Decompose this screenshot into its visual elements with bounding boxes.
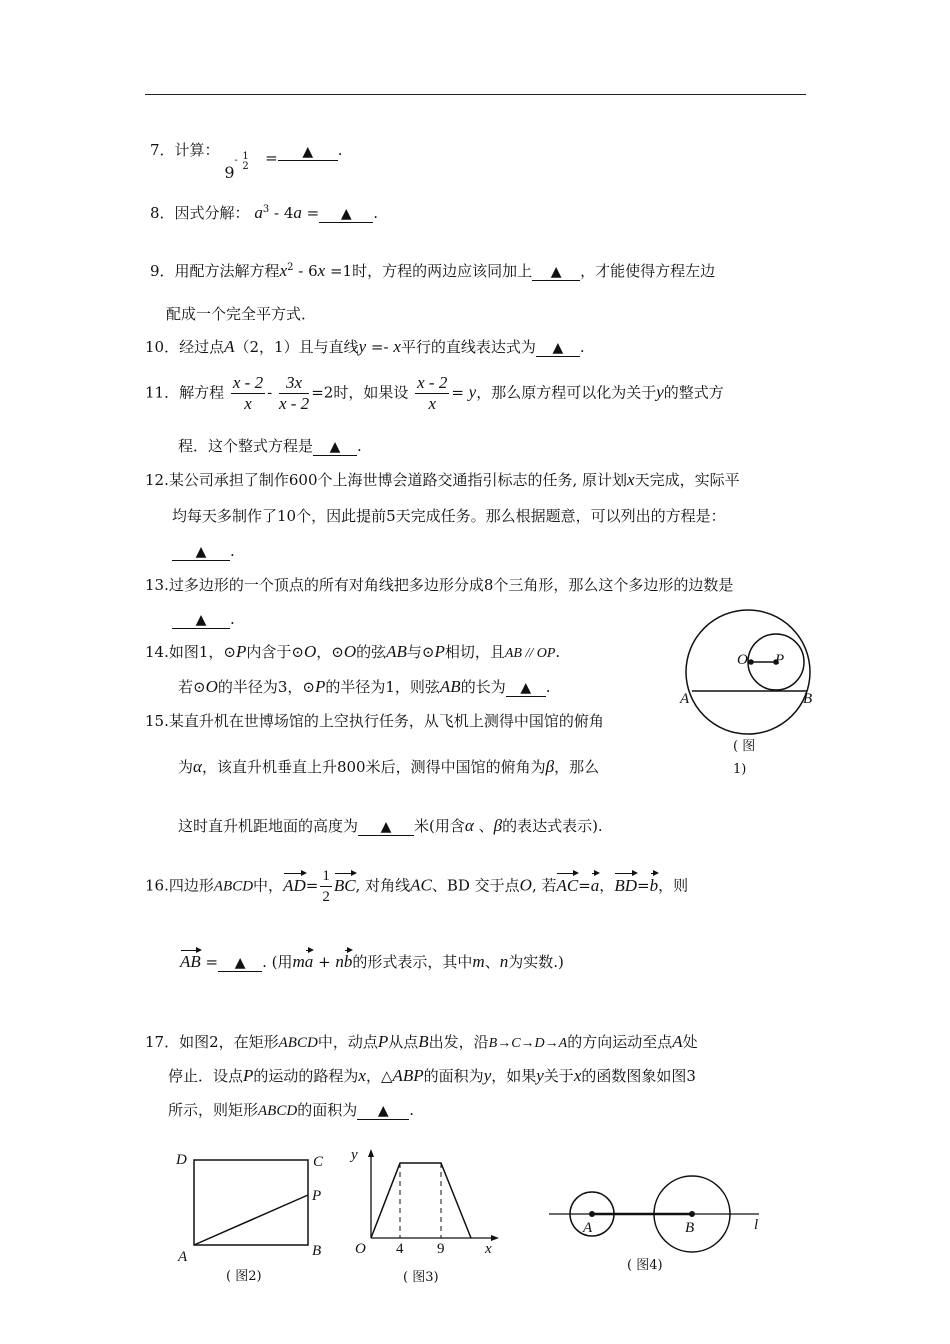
svg-text:P: P xyxy=(775,652,785,668)
question-17: 17．如图2，在矩形ABCD中，动点P从点B出发，沿B→C→D→A的方向运动至点A处 xyxy=(145,1032,698,1051)
svg-text:O: O xyxy=(737,652,748,668)
question-17-cont: 停止．设点P的运动的路程为x，△ABP的面积为y，如果y关于x的函数图象如图3 xyxy=(168,1066,696,1085)
question-15: 15.某直升机在世博场馆的上空执行任务，从飞机上测得中国馆的俯角 xyxy=(145,712,604,730)
question-11: 11．解方程 $\frac{x - 2}{x}$ - $\frac{3x}{x - 2}$ =2时，如果设 $\frac{x - 2}{x}$ = y，那么原方程可以化为关于y的整式方 xyxy=(145,373,724,413)
question-9-cont: 配成一个完全平方式． xyxy=(166,305,317,323)
svg-text:l: l xyxy=(754,1217,759,1233)
answer-blank[interactable]: ▲ xyxy=(218,954,262,972)
figure-2-caption: ( 图2) xyxy=(226,1269,262,1284)
svg-text:y: y xyxy=(351,1147,358,1163)
figure-1 xyxy=(676,600,826,750)
question-8: 8．因式分解： $a^3 - 4a$ = ▲ . xyxy=(150,203,378,222)
question-10: 10．经过点A（2，1）且与直线y =- x平行的直线表达式为 ▲ . xyxy=(145,337,585,356)
question-13-answer: ▲ . xyxy=(172,609,235,629)
figure-1-caption-2: 1) xyxy=(733,762,747,777)
question-15-cont2: 这时直升机距地面的高度为 ▲ 米(用含α 、β的表达式表示). xyxy=(178,816,603,835)
question-12: 12.某公司承担了制作600个上海世博会道路交通指引标志的任务, 原计划x天完成，实际平 xyxy=(145,470,740,489)
answer-blank[interactable]: ▲ xyxy=(313,438,357,456)
question-13: 13.过多边形的一个顶点的所有对角线把多边形分成8个三角形，那么这个多边形的边数是 xyxy=(145,576,734,594)
question-17-cont2: 所示，则矩形ABCD的面积为 ▲ . xyxy=(168,1101,414,1119)
svg-text:D: D xyxy=(176,1152,187,1168)
svg-text:x: x xyxy=(485,1241,492,1257)
question-15-cont: 为α，该直升机垂直上升800米后，测得中国馆的俯角为β，那么 xyxy=(178,757,600,776)
answer-blank[interactable]: ▲ xyxy=(319,205,373,223)
question-11-cont: 程．这个整式方程是 ▲ . xyxy=(178,437,362,455)
svg-text:A: A xyxy=(583,1220,593,1236)
figure-3 xyxy=(345,1140,505,1265)
svg-text:P: P xyxy=(312,1188,322,1204)
question-12-cont: 均每天多制作了10个，因此提前5天完成任务。那么根据题意，可以列出的方程是： xyxy=(172,507,726,525)
figure-4 xyxy=(545,1170,775,1250)
question-16: 16.四边形ABCD中，AD= $\frac{1}{2}$ BC, 对角线AC、BD 交于点O, 若AC=a，BD=b，则 xyxy=(145,868,689,905)
svg-text:A: A xyxy=(680,691,690,707)
question-16-cont: AB = ▲ . (用ma + nb的形式表示，其中m、n为实数.) xyxy=(180,952,564,971)
svg-text:4: 4 xyxy=(396,1241,404,1257)
svg-text:A: A xyxy=(178,1249,188,1265)
answer-blank[interactable]: ▲ xyxy=(506,679,546,697)
answer-blank[interactable]: ▲ xyxy=(532,263,580,281)
question-12-answer: ▲ . xyxy=(172,541,235,561)
question-14: 14.如图1，⊙P内含于⊙O，⊙O的弦AB与⊙P相切，且AB // OP. xyxy=(145,642,561,661)
figure-1-caption: ( 图 xyxy=(733,739,756,754)
answer-blank[interactable]: ▲ xyxy=(536,339,580,357)
answer-blank[interactable]: ▲ xyxy=(357,1102,409,1120)
svg-text:9: 9 xyxy=(437,1241,445,1257)
answer-blank[interactable]: ▲ xyxy=(172,611,230,629)
question-9: 9．用配方法解方程$x^2 - 6x =1$时，方程的两边应该同加上 ▲ ，才能使得方程左边 xyxy=(150,261,716,280)
svg-text:O: O xyxy=(355,1241,366,1257)
question-14-cont: 若⊙O的半径为3，⊙P的半径为1，则弦AB的长为 ▲ . xyxy=(178,677,551,696)
svg-text:B: B xyxy=(803,691,813,707)
svg-text:B: B xyxy=(312,1243,322,1259)
answer-blank[interactable]: ▲ xyxy=(172,543,230,561)
svg-text:C: C xyxy=(313,1154,324,1170)
figure-4-caption: ( 图4) xyxy=(627,1258,663,1273)
answer-blank[interactable]: ▲ xyxy=(358,818,414,836)
question-7: 7．计算： 9 - 1 2 = ▲ . xyxy=(150,141,343,182)
figure-2 xyxy=(170,1145,340,1270)
answer-blank[interactable]: ▲ xyxy=(278,143,338,161)
svg-text:B: B xyxy=(685,1220,695,1236)
header-rule xyxy=(145,94,806,95)
figure-3-caption: ( 图3) xyxy=(403,1270,439,1285)
